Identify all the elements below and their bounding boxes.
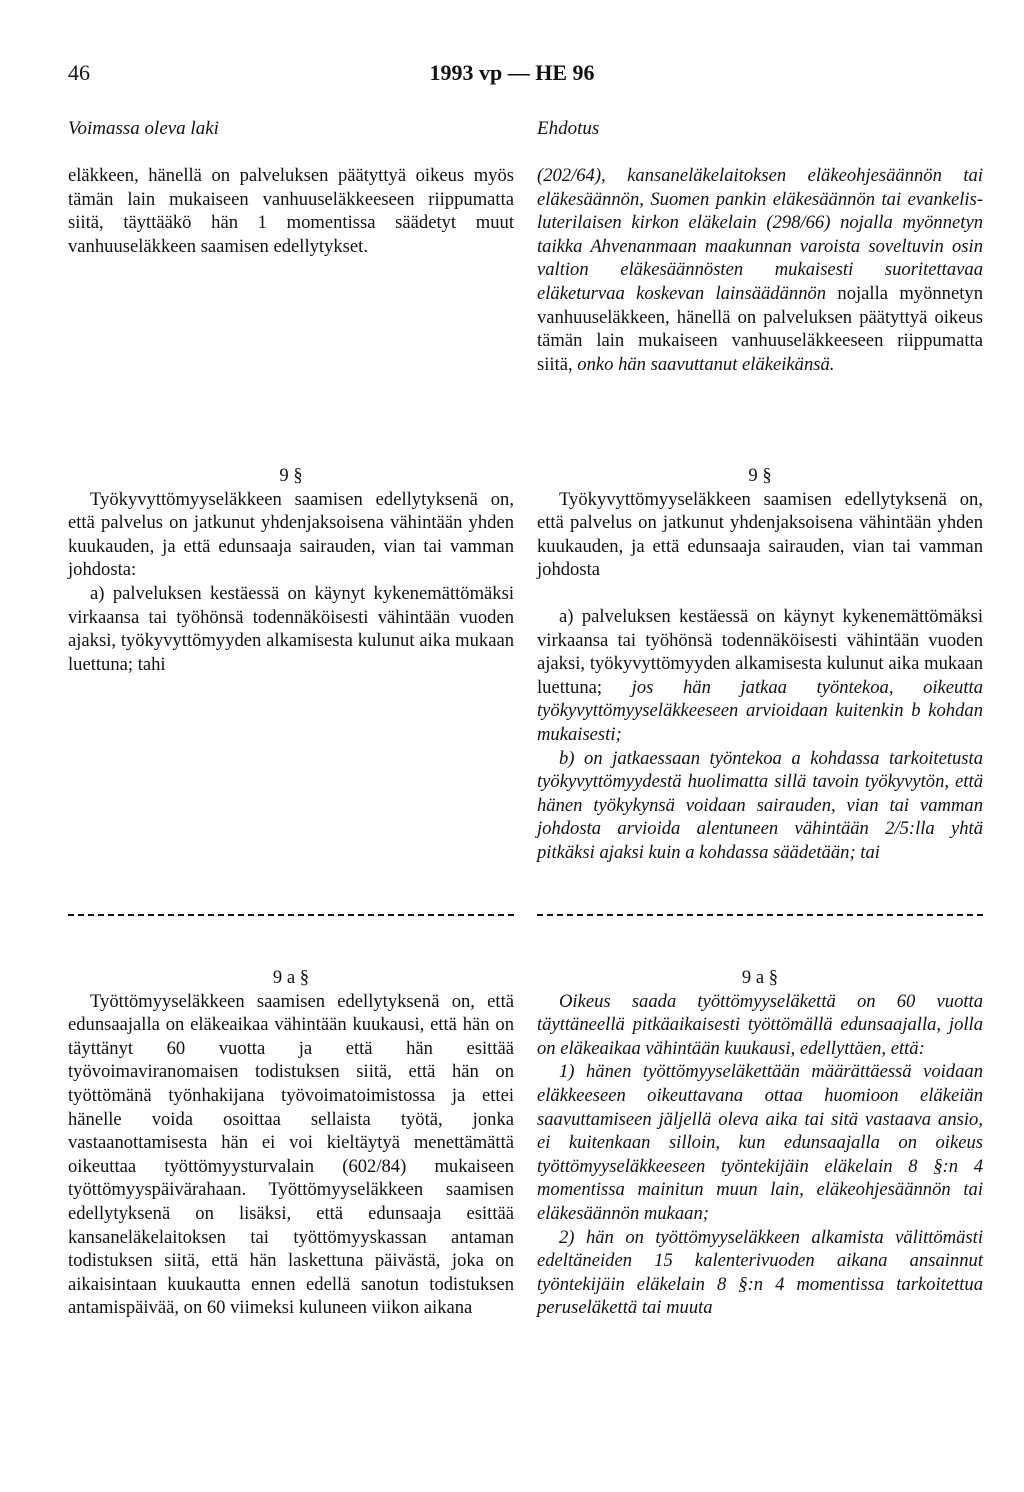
plain-text: a) palveluksen kestäessä on käynyt kykenemättömäksi virkaansa tai työhönsä todennäköisesti vähintään vuoden ajaksi, työkyvyttömyyden alkamisesta kulunut aika mukaan luettuna; xyxy=(537,605,983,698)
paragraph: 1) hänen työttömyyseläkettään määrättäessä voidaan eläkkeeseen oikeuttavana ottaa huomioon eläkeiän saavuttamiseen jäljellä oleva aika tai sitä vastaava ansio, ei kuitenkaan silloin, kun edunsaajalla on oikeus työttömyyseläkkeeseen työntekijäin eläkelain 8 §:n 4 momentissa mainitun muun lain, eläkeohjesäännön tai eläkesäännön mukaan; xyxy=(537,1061,983,1224)
running-head: 1993 vp — HE 96 xyxy=(429,60,595,85)
italic-text: jos hän jatkaa työntekoa, oikeutta työkyvyttömyyseläkkeeseen arvioidaan kuitenkin b kohdan mukaisesti; xyxy=(537,676,983,745)
column-heading-current-law: Voimassa oleva laki xyxy=(68,118,219,139)
section-heading: 9 a § xyxy=(272,967,310,988)
paragraph: 2) hän on työttömyyseläkkeen alkamista välittömästi edeltäneiden 15 kalenterivuoden aikana ansainnut työntekijäin eläkelain 8 §:n 4 momentissa tarkoitettua peruseläkettä tai muuta xyxy=(537,1226,983,1319)
current-law-section-9a xyxy=(68,966,514,1320)
plain-text: nojalla myönnetyn vanhuuseläkkeen, hänellä on palveluksen päätyttyä oikeus tämän lain mukaiseen vanhuuseläkkeeseen riippumatta siitä, xyxy=(537,282,983,375)
paragraph: a) palveluksen kestäessä on käynyt kykenemättömäksi virkaansa tai työhönsä todennäköisesti vähintään vuoden ajaksi, työkyvyttömyyden alkamisesta kulunut aika mukaan luettuna; tahi xyxy=(68,582,514,675)
separator-dashed xyxy=(537,914,983,916)
separator-dashed xyxy=(68,914,514,916)
paragraph: eläkkeen, hänellä on palveluksen päätyttyä oikeus myös tämän lain mukaiseen vanhuuseläkkeeseen riippumatta siitä, täyttääkö hän 1 momentissa säädetyt muut vanhuuseläkkeen saamisen edellytykset. xyxy=(68,165,514,257)
page-number: 46 xyxy=(68,60,90,85)
proposal-continuation xyxy=(537,164,983,376)
paragraph: Työkyvyttömyyseläkkeen saamisen edellytyksenä on, että palvelus on jatkunut yhdenjaksoisena vähintään yhden kuukauden, ja että edunsaaja sairauden, vian tai vamman johdosta: xyxy=(68,488,514,581)
section-heading: 9 a § xyxy=(741,967,779,988)
italic-text: (202/64), kansaneläkelaitoksen eläkeohjesäännön tai eläkesäännön, Suomen pankin eläkesäännön tai evankelis-luterilaisen kirkon eläkelain (298/66) nojalla myönnetyn taikka Ahvenanmaan maakunnan varoista soveltuvin osin valtion eläkesäännösten mukaisesti suoritettavaa eläketurvaa koskevan lainsäädännön xyxy=(537,165,983,304)
paragraph xyxy=(537,605,983,747)
proposal-section-9 xyxy=(537,464,983,865)
italic-text: onko hän saavuttanut eläkeikänsä. xyxy=(577,353,835,375)
current-law-section-9 xyxy=(68,464,514,676)
paragraph xyxy=(537,164,983,376)
paragraph: b) on jatkaessaan työntekoa a kohdassa tarkoitetusta työkyvyttömyydestä huolimatta sillä tavoin työkyvytön, että hänen työkykynsä voidaan sairauden, vian tai vamman johdosta arvioida alentuneen vähintään 2/5:lla yhtä pitkäksi ajaksi kuin a kohdassa säädetään; tai xyxy=(537,747,983,863)
paragraph: Työttömyyseläkkeen saamisen edellytyksenä on, että edunsaajalla on eläkeaikaa vähintään kuukausi, että hän on täyttänyt 60 vuotta ja että hän esittää työvoimaviranomaisen todistuksen siitä, että hän on työttömänä työnhakijana työvoimatoimistossa ja ettei hänelle voida osoittaa sellaista työtä, jonka vastaanottamisesta hän ei voi kieltäytyä menettämättä oikeuttaa työttömyysturvalain (602/84) mukaiseen työttömyyspäivärahaan. Työttömyyseläkkeen saamisen edellytyksenä on lisäksi, että edunsaaja esittää kansaneläkelaitoksen tai työttömyyskassan antaman todistuksen siitä, että hän laskettuna päivästä, joka on aikaisintaan kuukautta ennen edellä sanotun todistuksen antamispäivää, on 60 viimeksi kuluneen viikon aikana xyxy=(68,990,514,1319)
paragraph: Työkyvyttömyyseläkkeen saamisen edellytyksenä on, että palvelus on jatkunut yhdenjaksoisena vähintään yhden kuukauden, ja että edunsaaja sairauden, vian tai vamman johdosta xyxy=(537,488,983,581)
current-law-continuation xyxy=(68,164,514,258)
section-heading: 9 § xyxy=(279,465,303,486)
paragraph: Oikeus saada työttömyyseläkettä on 60 vuotta täyttäneellä pitkäaikaisesti työttömällä edunsaajalla, jolla on eläkeaikaa vähintään kuukausi, edellyttäen, että: xyxy=(537,990,983,1059)
section-heading: 9 § xyxy=(748,465,772,486)
column-heading-proposal: Ehdotus xyxy=(537,118,600,139)
proposal-section-9a xyxy=(537,966,983,1320)
